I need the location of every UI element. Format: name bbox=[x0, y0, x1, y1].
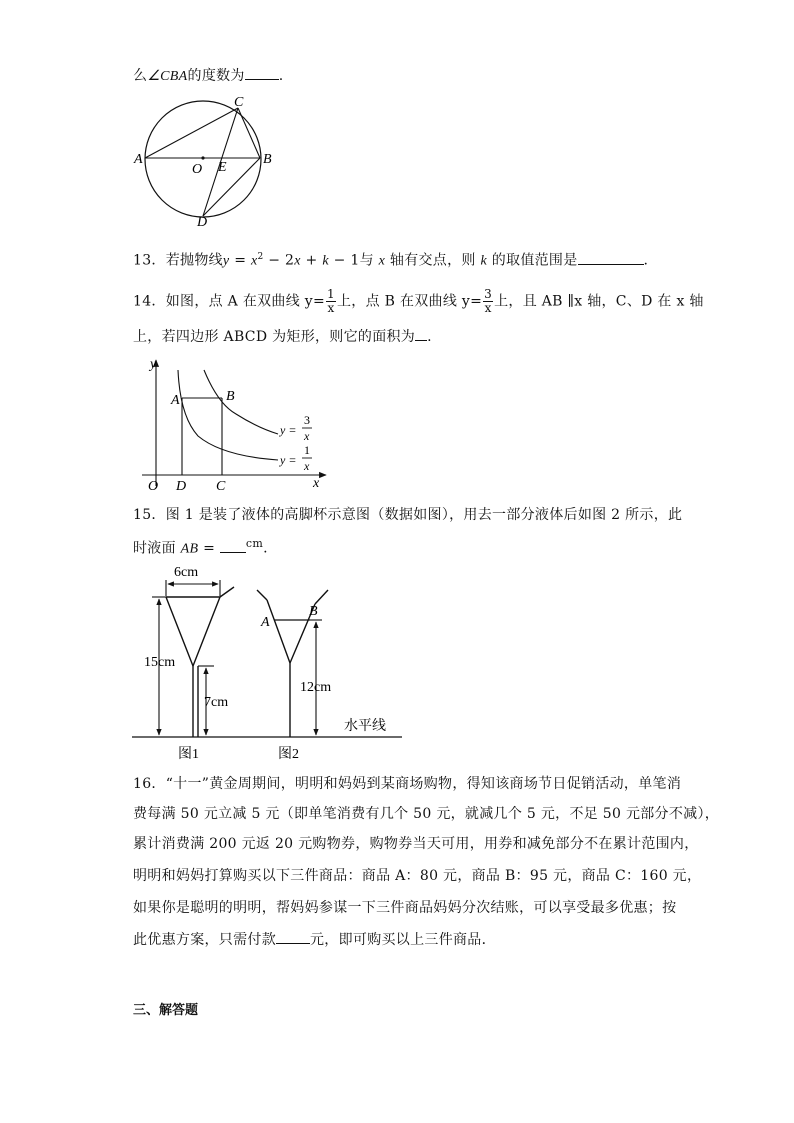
question-14-line1: 14．如图，点 A 在双曲线 y= $\frac{1}{x}$ 上，点 B 在双曲线 y= $\frac{3}{x}$ 上，且 AB ∥x 轴，C、D 在 x 轴 bbox=[133, 287, 704, 315]
question-16-line4: 明明和妈妈打算购买以下三件商品：商品 A：80 元，商品 B：95 元，商品 C：160 元， bbox=[133, 868, 702, 884]
circle-figure bbox=[128, 96, 278, 236]
label-C: C bbox=[216, 479, 226, 494]
label-B: B bbox=[309, 604, 318, 619]
caption-figure-2: 图2 bbox=[278, 747, 299, 762]
label-D: D bbox=[176, 479, 187, 494]
curve-label-3-num: 3 bbox=[304, 413, 310, 427]
label-E: E bbox=[218, 160, 227, 175]
axis-label-x: x bbox=[313, 476, 320, 491]
label-12cm: 12cm bbox=[300, 680, 332, 695]
axis-label-y: y bbox=[150, 357, 157, 372]
label-B: B bbox=[226, 389, 235, 404]
section-title-3: 三、解答题 bbox=[133, 1003, 199, 1018]
curve-label-3-den: x bbox=[304, 429, 310, 443]
label-B: B bbox=[263, 152, 272, 167]
question-16-line6: 此优惠方案，只需付款 元，即可购买以上三件商品． bbox=[133, 932, 496, 948]
label-A: A bbox=[261, 615, 270, 630]
question-16-line3: 累计消费满 200 元返 20 元购物券，购物券当天可用，用券和减免部分不在累计范围内， bbox=[133, 836, 699, 852]
fraction-1-over-x: $\frac{1}{x}$ bbox=[327, 287, 335, 315]
hyperbola-figure bbox=[138, 356, 338, 496]
question-16-line5: 如果你是聪明的明明，帮妈妈参谋一下三件商品妈妈分次结账，可以享受最多优惠；按 bbox=[133, 900, 677, 916]
label-O: O bbox=[148, 479, 159, 494]
question-13: 13．若抛物线$y = x^2 - 2x + k - 1$与 x 轴有交点，则 k 的取值范围是 . bbox=[133, 252, 649, 269]
label-7cm: 7cm bbox=[204, 695, 229, 710]
question-16-line2: 费每满 50 元立减 5 元（即单笔消费有几个 50 元，就减几个 5 元，不足 50 元部分不减）， bbox=[133, 806, 720, 822]
question-14-line2: 上，若四边形 ABCD 为矩形，则它的面积为 . bbox=[133, 329, 432, 345]
answer-blank-14[interactable] bbox=[415, 327, 427, 341]
label-O: O bbox=[192, 162, 203, 177]
question-16-line1: 16．“十一”黄金周期间，明明和妈妈到某商场购物，得知该商场节日促销活动，单笔消 bbox=[133, 776, 682, 792]
label-horizon: 水平线 bbox=[344, 719, 386, 734]
question-15-line2: 时液面 AB = $^{cm}$. bbox=[133, 537, 268, 557]
question-15-line1: 15．图 1 是装了液体的高脚杯示意图（数据如图），用去一部分液体后如图 2 所示，此 bbox=[133, 507, 683, 523]
label-A: A bbox=[134, 152, 143, 167]
label-D: D bbox=[197, 215, 208, 230]
curve-label-1-den: x bbox=[304, 459, 310, 473]
goblet-figure bbox=[130, 560, 410, 765]
fraction-3-over-x: $\frac{3}{x}$ bbox=[484, 287, 493, 315]
answer-blank-16[interactable] bbox=[276, 930, 310, 944]
answer-blank-12[interactable] bbox=[245, 66, 279, 80]
q12-tail-line: 么∠CBA的度数为 . bbox=[133, 68, 284, 84]
label-A: A bbox=[171, 393, 180, 408]
label-6cm: 6cm bbox=[174, 565, 199, 580]
label-15cm: 15cm bbox=[144, 655, 176, 670]
curve-label-1-num: 1 bbox=[304, 443, 310, 457]
curve-label-1-lhs: y = bbox=[280, 453, 297, 467]
answer-blank-13[interactable] bbox=[578, 251, 644, 265]
label-C: C bbox=[234, 96, 244, 110]
curve-label-3-lhs: y = bbox=[280, 423, 297, 437]
caption-figure-1: 图1 bbox=[178, 747, 199, 762]
answer-blank-15[interactable] bbox=[220, 539, 246, 553]
